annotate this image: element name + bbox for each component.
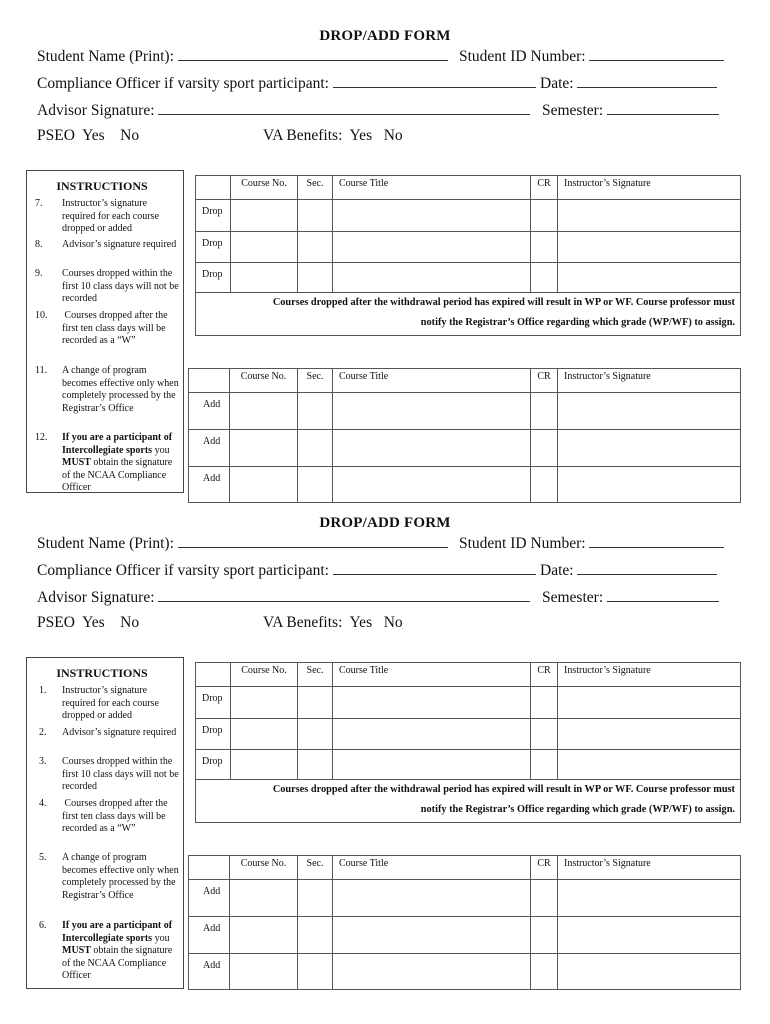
course-title-cell[interactable]: [333, 467, 531, 503]
advisor-row: [37, 587, 530, 607]
student-name-field[interactable]: [178, 533, 448, 548]
instruction-text: Advisor’s signature required: [62, 727, 177, 738]
sec-cell[interactable]: [298, 750, 333, 780]
instructor-signature-header: Instructor’s Signature: [558, 176, 741, 200]
course-no-cell[interactable]: [231, 232, 298, 263]
course-title-header: Course Title: [333, 176, 531, 200]
form-title: DROP/ADD FORM: [319, 28, 451, 44]
add-row: [189, 430, 741, 467]
instruction-number: 9.: [35, 268, 43, 279]
compliance-label: Compliance Officer if varsity sport participant:: [37, 75, 329, 92]
course-title-cell[interactable]: [333, 954, 531, 990]
cr-cell[interactable]: [531, 880, 558, 917]
va-benefits-option[interactable]: VA Benefits: Yes No: [263, 127, 403, 144]
withdrawal-note-line: Courses dropped after the withdrawal period has expired will result in WP or WF. Course professor must: [272, 297, 735, 308]
date-label: Date:: [540, 75, 574, 92]
instruction-text: A change of program becomes effective only when completely processed by the Registrar’s Office: [62, 365, 179, 414]
pseo-option[interactable]: PSEO Yes No: [37, 614, 140, 631]
drop-label: Drop: [196, 200, 231, 232]
sec-cell[interactable]: [298, 200, 333, 232]
drop-label: Drop: [196, 263, 231, 293]
semester-label: Semester:: [542, 102, 604, 119]
instruction-text: Advisor’s signature required: [62, 239, 177, 250]
instruction-number: 3.: [39, 756, 47, 767]
cr-header: CR: [531, 369, 558, 393]
cr-cell[interactable]: [531, 263, 558, 293]
course-no-cell[interactable]: [231, 719, 298, 750]
course-no-header: Course No.: [230, 856, 298, 880]
student-id-label: Student ID Number:: [459, 48, 586, 65]
instructions-box: [26, 170, 184, 493]
form-title: DROP/ADD FORM: [319, 515, 451, 531]
date-field[interactable]: [577, 73, 717, 88]
instruction-number: 7.: [35, 198, 43, 209]
cr-cell[interactable]: [531, 750, 558, 780]
instruction-number: 1.: [39, 685, 47, 696]
cr-cell[interactable]: [531, 200, 558, 232]
add-label: Add: [189, 430, 230, 467]
instructions-box: [26, 657, 184, 989]
instruction-text: If you are a participant of Intercollegiate sports you MUST obtain the signature of the NCAA Compliance Officer: [62, 920, 173, 982]
add-row: [189, 917, 741, 954]
add-row: [189, 467, 741, 503]
semester-field[interactable]: [607, 100, 719, 115]
date-field[interactable]: [577, 560, 717, 575]
add-label: Add: [189, 917, 230, 954]
add-row: [189, 954, 741, 990]
instruction-number: 12.: [35, 432, 48, 443]
cr-cell[interactable]: [531, 954, 558, 990]
student-id-row: [459, 533, 724, 553]
add-label: Add: [189, 954, 230, 990]
drop-header-blank: [196, 176, 231, 200]
signature-cell[interactable]: [558, 954, 741, 990]
compliance-field[interactable]: [333, 560, 536, 575]
compliance-row: [37, 73, 536, 93]
course-no-cell[interactable]: [231, 750, 298, 780]
course-title-cell[interactable]: [333, 232, 531, 263]
add-header-blank: [189, 369, 230, 393]
add-table: [188, 855, 741, 990]
course-title-cell[interactable]: [333, 263, 531, 293]
drop-row: [196, 200, 741, 232]
course-no-cell[interactable]: [231, 263, 298, 293]
course-no-cell[interactable]: [230, 954, 298, 990]
course-no-header: Course No.: [231, 663, 298, 687]
drop-label: Drop: [196, 750, 231, 780]
add-header-blank: [189, 856, 230, 880]
add-label: Add: [189, 467, 230, 503]
instruction-text: If you are a participant of Intercollegiate sports you MUST obtain the signature of the NCAA Compliance Officer: [62, 432, 173, 494]
course-title-cell[interactable]: [333, 430, 531, 467]
advisor-label: Advisor Signature:: [37, 102, 155, 119]
instruction-text: Instructor’s signature required for each course dropped or added: [62, 685, 159, 722]
cr-cell[interactable]: [531, 430, 558, 467]
sec-cell[interactable]: [298, 232, 333, 263]
course-title-cell[interactable]: [333, 200, 531, 232]
signature-cell[interactable]: [558, 232, 741, 263]
advisor-signature-field[interactable]: [158, 587, 530, 602]
compliance-label: Compliance Officer if varsity sport participant:: [37, 562, 329, 579]
cr-header: CR: [531, 856, 558, 880]
signature-cell[interactable]: [558, 200, 741, 232]
course-title-header: Course Title: [333, 369, 531, 393]
signature-cell[interactable]: [558, 430, 741, 467]
drop-row: [196, 263, 741, 293]
student-id-field[interactable]: [589, 533, 724, 548]
cr-cell[interactable]: [531, 467, 558, 503]
course-title-cell[interactable]: [333, 917, 531, 954]
sec-header: Sec.: [298, 663, 333, 687]
instruction-number: 11.: [35, 365, 48, 376]
instruction-text: Courses dropped within the first 10 class days will not be recorded: [62, 756, 179, 793]
drop-add-form-top: [0, 28, 770, 515]
drop-table: [195, 175, 741, 336]
withdrawal-note: [196, 780, 741, 823]
cr-header: CR: [531, 176, 558, 200]
student-name-row: [37, 46, 448, 66]
instruction-text: A change of program becomes effective only when completely processed by the Registrar’s Office: [62, 852, 179, 901]
semester-field[interactable]: [607, 587, 719, 602]
sec-cell[interactable]: [298, 467, 333, 503]
instruction-number: 2.: [39, 727, 47, 738]
course-title-cell[interactable]: [333, 393, 531, 430]
withdrawal-note-line: Courses dropped after the withdrawal period has expired will result in WP or WF. Course professor must: [272, 784, 735, 795]
compliance-field[interactable]: [333, 73, 536, 88]
drop-row: [196, 750, 741, 780]
sec-cell[interactable]: [298, 393, 333, 430]
va-benefits-option[interactable]: VA Benefits: Yes No: [263, 614, 403, 631]
cr-header: CR: [531, 663, 558, 687]
instructions-heading: INSTRUCTIONS: [56, 666, 148, 680]
sec-cell[interactable]: [298, 687, 333, 719]
sec-cell[interactable]: [298, 880, 333, 917]
add-label: Add: [189, 880, 230, 917]
instruction-text: Instructor’s signature required for each course dropped or added: [62, 198, 159, 235]
signature-cell[interactable]: [558, 467, 741, 503]
drop-row: [196, 687, 741, 719]
sec-cell[interactable]: [298, 719, 333, 750]
course-title-cell[interactable]: [333, 719, 531, 750]
sec-header: Sec.: [298, 176, 333, 200]
instruction-text: Courses dropped within the first 10 class days will not be recorded: [62, 268, 179, 305]
course-title-cell[interactable]: [333, 687, 531, 719]
sec-cell[interactable]: [298, 917, 333, 954]
advisor-signature-field[interactable]: [158, 100, 530, 115]
semester-row: [542, 100, 719, 120]
signature-cell[interactable]: [558, 750, 741, 780]
signature-cell[interactable]: [558, 880, 741, 917]
drop-label: Drop: [196, 687, 231, 719]
signature-cell[interactable]: [558, 393, 741, 430]
drop-table: [195, 662, 741, 823]
student-id-field[interactable]: [589, 46, 724, 61]
instruction-text: Courses dropped after the first ten class days will be recorded as a “W”: [62, 798, 178, 835]
instruction-number: 8.: [35, 239, 43, 250]
semester-row: [542, 587, 719, 607]
instructor-signature-header: Instructor’s Signature: [558, 856, 741, 880]
signature-cell[interactable]: [558, 687, 741, 719]
student-name-label: Student Name (Print):: [37, 48, 174, 65]
course-title-cell[interactable]: [333, 880, 531, 917]
signature-cell[interactable]: [558, 263, 741, 293]
pseo-option[interactable]: PSEO Yes No: [37, 127, 140, 144]
course-no-cell[interactable]: [230, 430, 298, 467]
course-no-cell[interactable]: [230, 467, 298, 503]
advisor-label: Advisor Signature:: [37, 589, 155, 606]
student-name-field[interactable]: [178, 46, 448, 61]
add-row: [189, 880, 741, 917]
drop-label: Drop: [196, 719, 231, 750]
advisor-row: [37, 100, 530, 120]
signature-cell[interactable]: [558, 719, 741, 750]
add-label: Add: [189, 393, 230, 430]
sec-cell[interactable]: [298, 954, 333, 990]
course-no-header: Course No.: [231, 176, 298, 200]
cr-cell[interactable]: [531, 719, 558, 750]
withdrawal-note: [196, 293, 741, 336]
drop-row: [196, 719, 741, 750]
add-row: [189, 393, 741, 430]
sec-cell[interactable]: [298, 430, 333, 467]
semester-label: Semester:: [542, 589, 604, 606]
drop-row: [196, 232, 741, 263]
cr-cell[interactable]: [531, 687, 558, 719]
instruction-text: Courses dropped after the first ten class days will be recorded as a “W”: [62, 310, 178, 347]
cr-cell[interactable]: [531, 917, 558, 954]
date-row: [540, 560, 717, 580]
course-no-cell[interactable]: [230, 917, 298, 954]
student-id-row: [459, 46, 724, 66]
student-name-row: [37, 533, 448, 553]
cr-cell[interactable]: [531, 232, 558, 263]
student-id-label: Student ID Number:: [459, 535, 586, 552]
add-table: [188, 368, 741, 503]
instructor-signature-header: Instructor’s Signature: [558, 369, 741, 393]
sec-header: Sec.: [298, 369, 333, 393]
instruction-number: 5.: [39, 852, 47, 863]
course-no-cell[interactable]: [231, 200, 298, 232]
instruction-number: 4.: [39, 798, 47, 809]
instruction-number: 6.: [39, 920, 47, 931]
sec-cell[interactable]: [298, 263, 333, 293]
drop-add-form-bottom: [0, 515, 770, 1002]
sec-header: Sec.: [298, 856, 333, 880]
signature-cell[interactable]: [558, 917, 741, 954]
drop-header-blank: [196, 663, 231, 687]
withdrawal-note-line: notify the Registrar’s Office regarding which grade (WP/WF) to assign.: [420, 804, 735, 815]
drop-label: Drop: [196, 232, 231, 263]
date-row: [540, 73, 717, 93]
course-no-cell[interactable]: [230, 880, 298, 917]
course-no-header: Course No.: [230, 369, 298, 393]
date-label: Date:: [540, 562, 574, 579]
course-title-cell[interactable]: [333, 750, 531, 780]
course-no-cell[interactable]: [230, 393, 298, 430]
course-title-header: Course Title: [333, 663, 531, 687]
course-title-header: Course Title: [333, 856, 531, 880]
instruction-number: 10.: [35, 310, 48, 321]
withdrawal-note-line: notify the Registrar’s Office regarding which grade (WP/WF) to assign.: [420, 317, 735, 328]
cr-cell[interactable]: [531, 393, 558, 430]
student-name-label: Student Name (Print):: [37, 535, 174, 552]
instructor-signature-header: Instructor’s Signature: [558, 663, 741, 687]
instructions-heading: INSTRUCTIONS: [56, 179, 148, 193]
compliance-row: [37, 560, 536, 580]
course-no-cell[interactable]: [231, 687, 298, 719]
